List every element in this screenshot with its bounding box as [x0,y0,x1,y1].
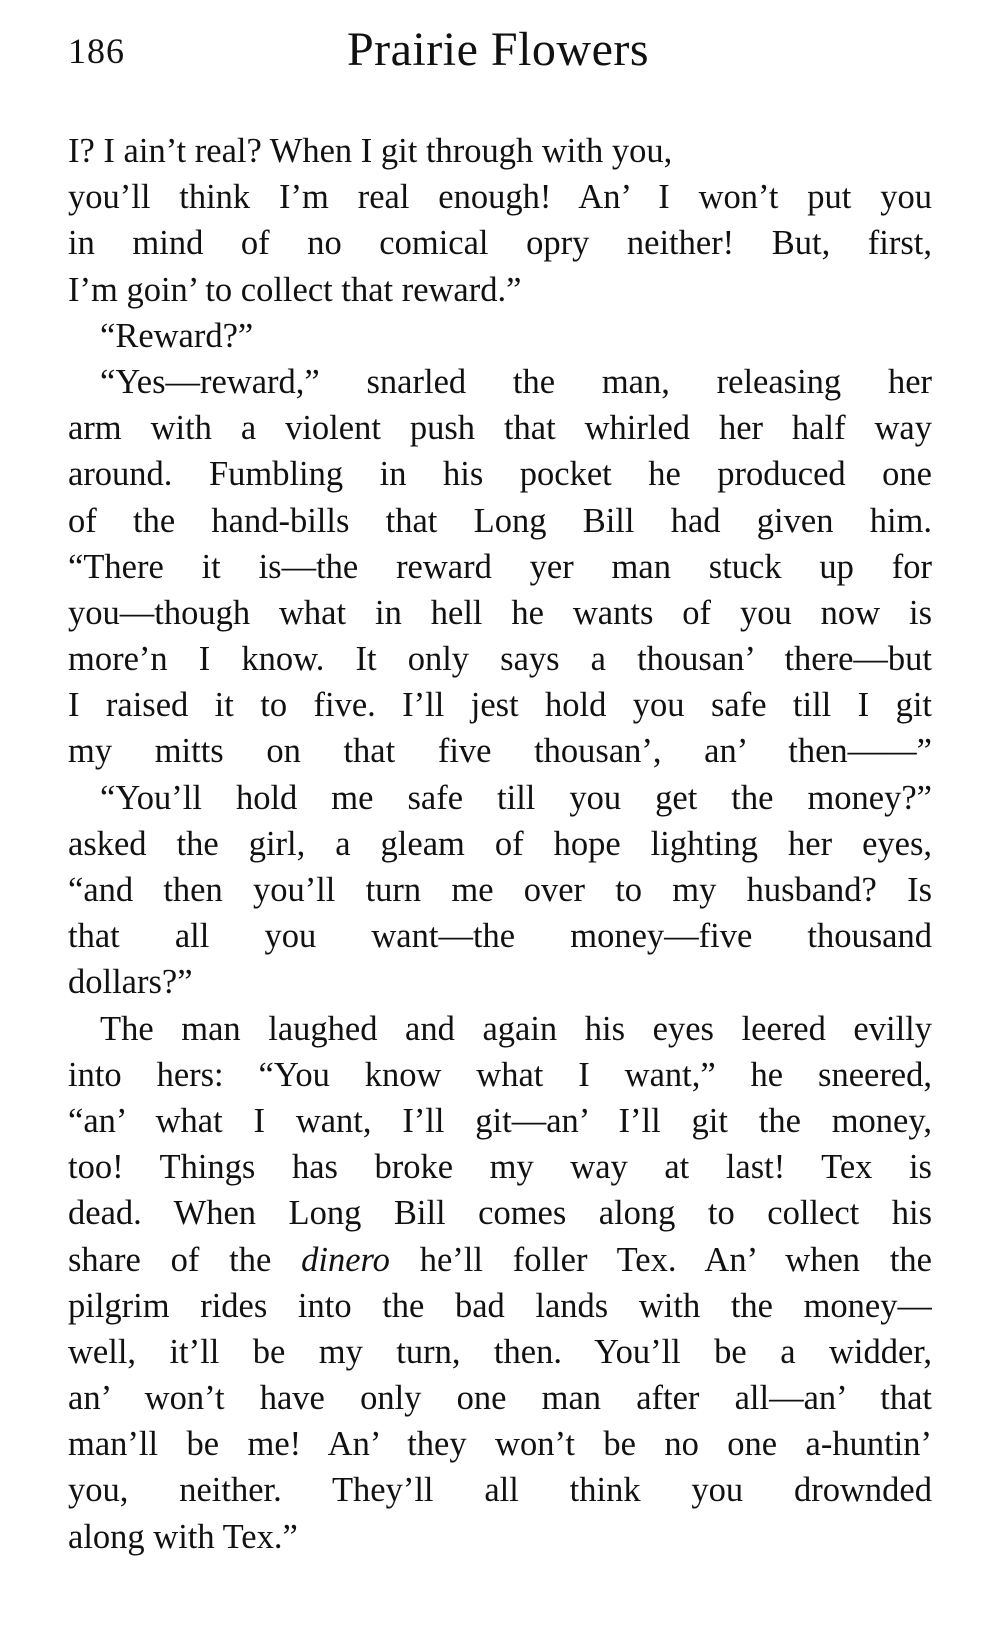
text-line: “You’ll hold me safe till you get the money?” [100,778,932,817]
italic-word: dinero [301,1240,390,1279]
text-line: I’m goin’ to collect that reward.” [68,270,522,309]
text-line: “Yes—reward,” snarled the man, releasing her [100,362,932,401]
text-line: around. Fumbling in his pocket he produced one [68,455,932,494]
text-line: well, it’ll be my turn, then. You’ll be a widder, [68,1332,932,1371]
text-line: “There it is—the reward yer man stuck up for [68,547,932,586]
text-line: arm with a violent push that whirled her half way [68,409,932,448]
text-line: of the hand-bills that Long Bill had given him. [68,501,932,540]
text-line: you—though what in hell he wants of you now is [68,593,932,632]
text-line: pilgrim rides into the bad lands with the money— [68,1286,932,1325]
text-line: my mitts on that five thousan’, an’ then——” [68,732,932,771]
text-line: dead. When Long Bill comes along to collect his [68,1194,932,1233]
text-line: dollars?” [68,963,193,1002]
text-line: “an’ what I want, I’ll git—an’ I’ll git the money, [68,1101,932,1140]
text-line: that all you want—the money—five thousand [68,917,932,956]
text-line: into hers: “You know what I want,” he sneered, [68,1055,932,1094]
text-line: you, neither. They’ll all think you drownded [68,1471,932,1510]
text-line: “and then you’ll turn me over to my husband? Is [68,871,932,909]
page-header [68,22,928,92]
text-line: more’n I know. It only says a thousan’ there—but [68,640,932,679]
text-line: I raised it to five. I’ll jest hold you safe till I git [68,686,932,725]
text-segment: share of the [68,1240,302,1279]
text-line: in mind of no comical opry neither! But, first, [68,224,932,263]
text-line: “Reward?” [100,316,254,355]
text-line: I? I ain’t real? When I git through with you, [68,132,673,170]
text-line: man’ll be me! An’ they won’t be no one a-huntin’ [68,1425,932,1464]
text-line [68,1237,932,1283]
text-line: you’ll think I’m real enough! An’ I won’t put you [68,178,932,217]
body-text [68,128,932,1560]
page-number: 186 [68,31,125,71]
text-line: asked the girl, a gleam of hope lighting her eyes, [68,824,932,863]
text-line: an’ won’t have only one man after all—an’ that [68,1379,932,1418]
text-line: along with Tex.” [68,1517,298,1556]
text-segment: he’ll foller Tex. An’ when the [389,1240,932,1279]
text-line: too! Things has broke my way at last! Tex is [68,1148,932,1187]
running-title: Prairie Flowers [346,23,650,76]
text-line: The man laughed and again his eyes leered evilly [100,1009,932,1048]
